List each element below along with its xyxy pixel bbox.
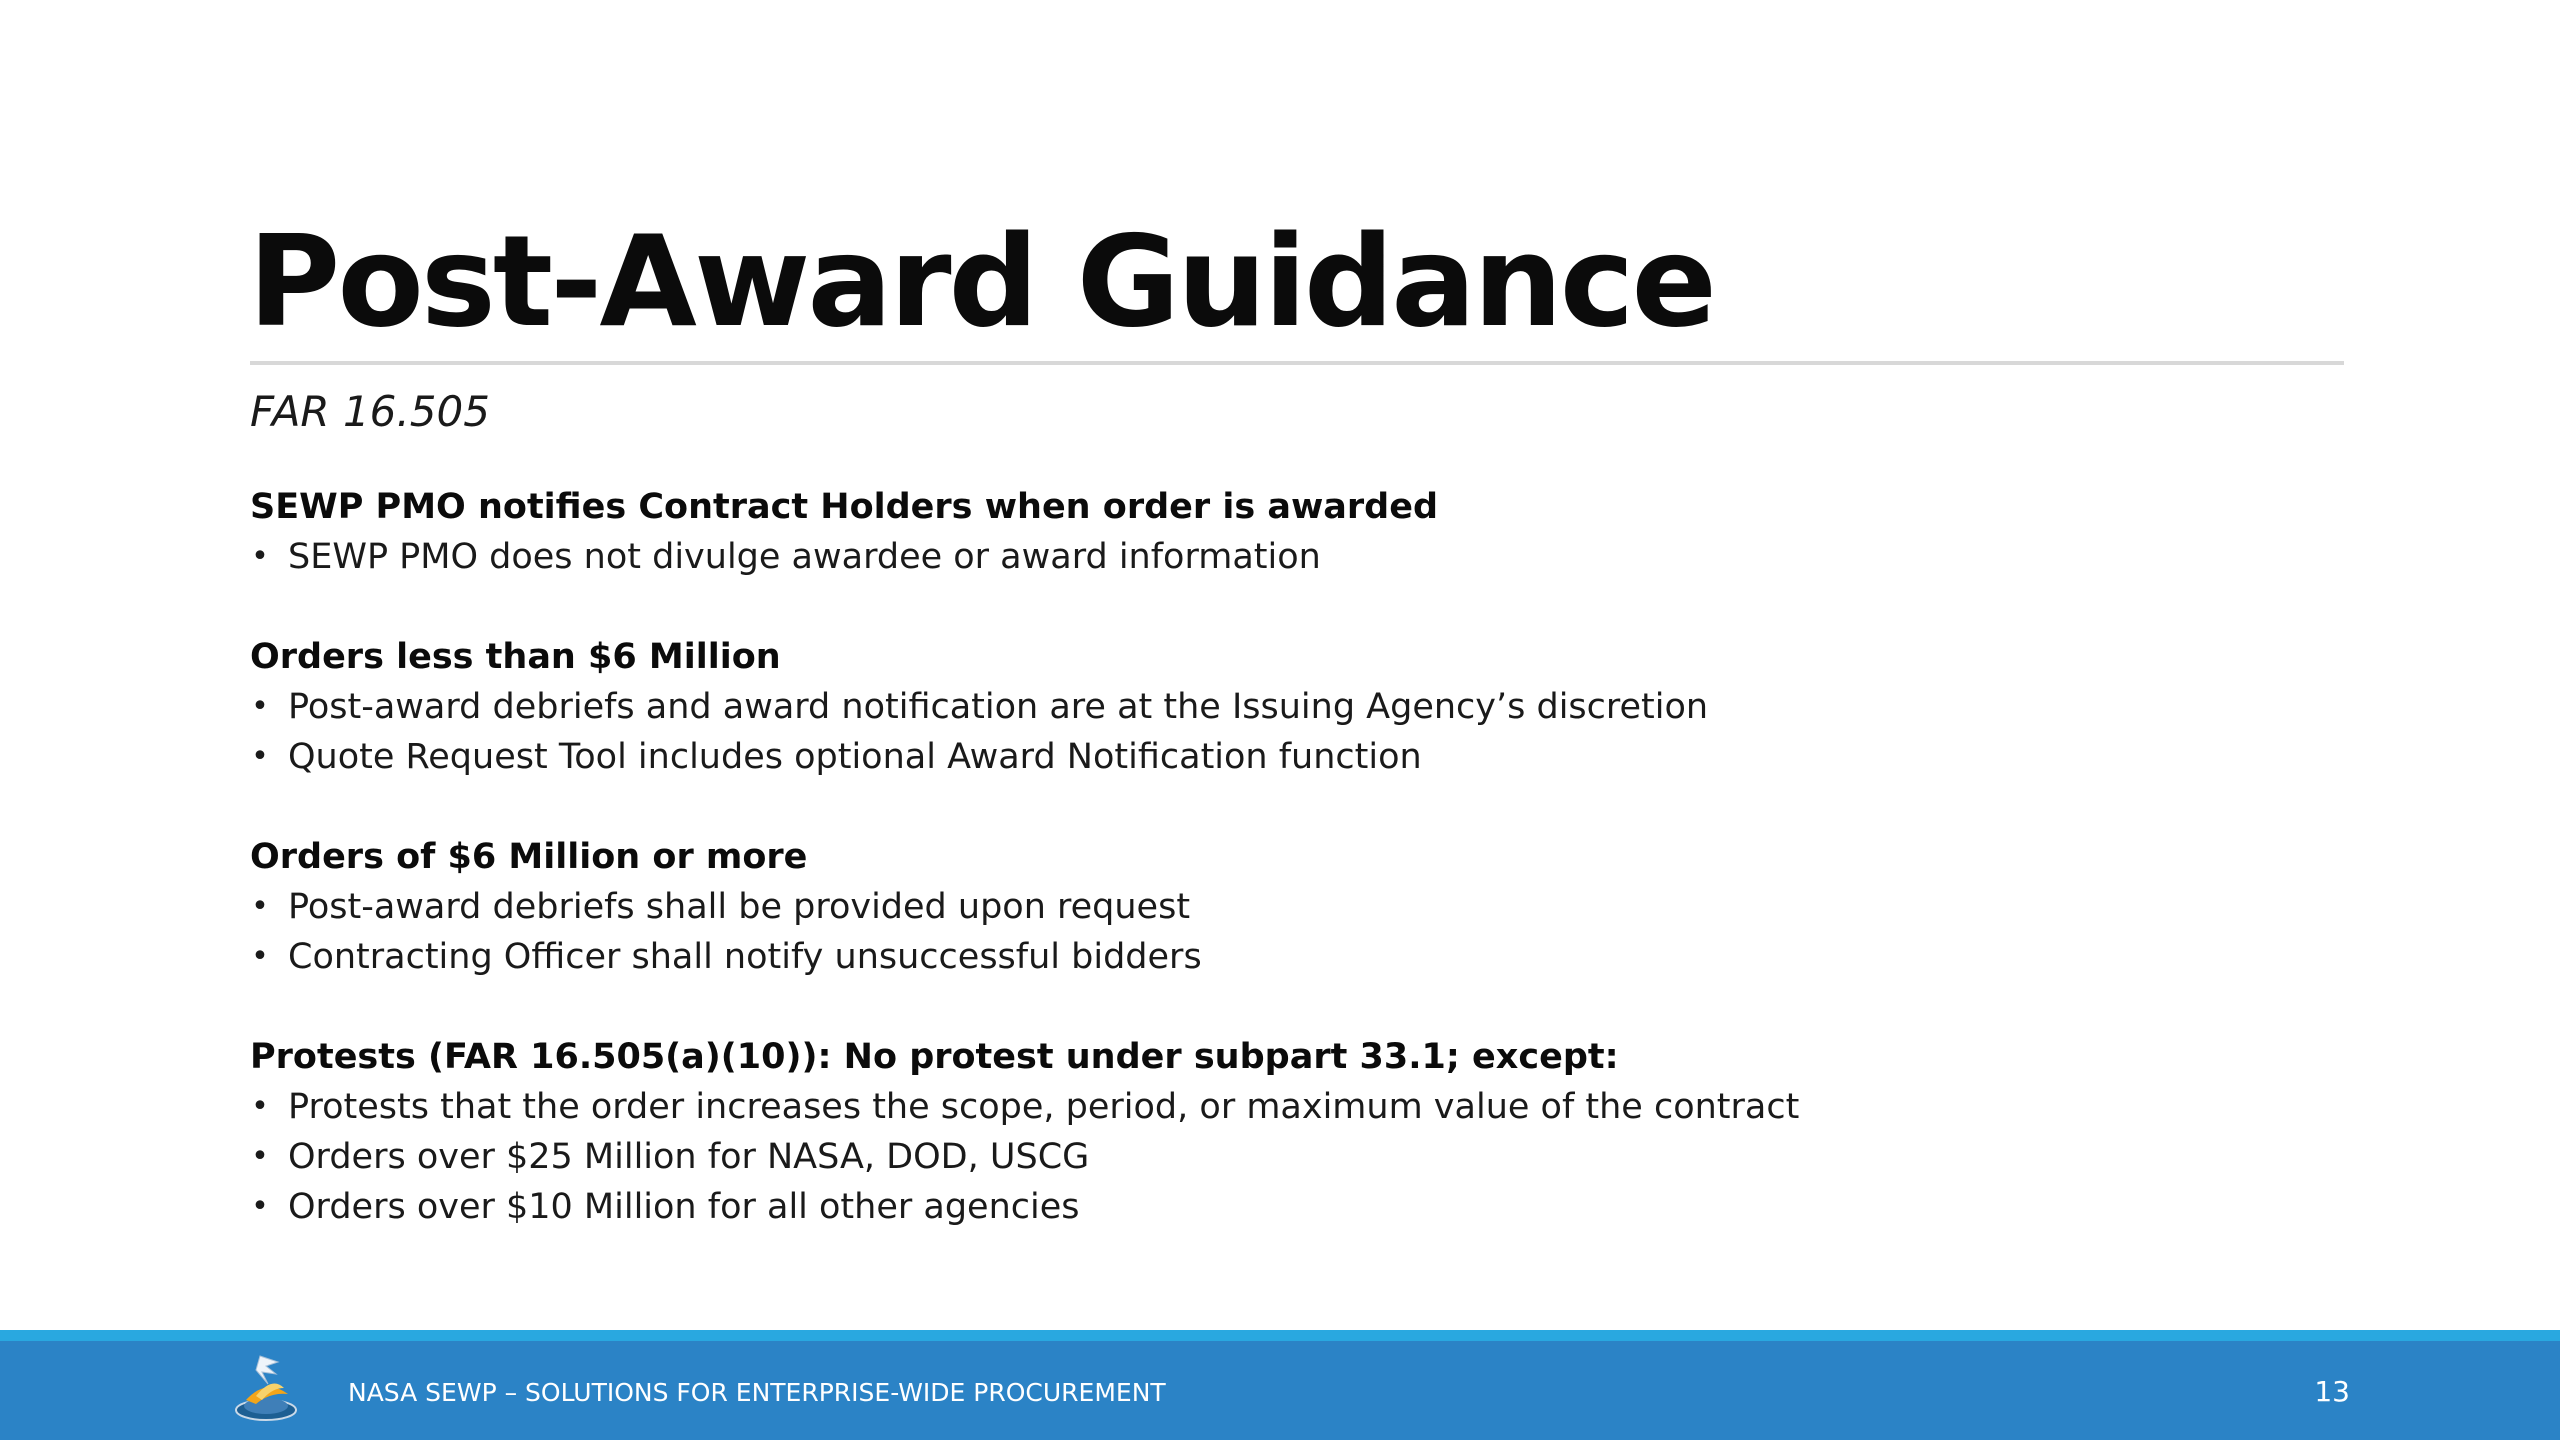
bullet-text: Post-award debriefs and award notification are at the Issuing Agency’s discretion bbox=[288, 687, 1709, 727]
bullet-item bbox=[250, 532, 2200, 582]
bullet-icon: • bbox=[251, 739, 269, 774]
bullet-text: Orders over $10 Million for all other agencies bbox=[288, 1187, 1080, 1227]
bullet-text: SEWP PMO does not divulge awardee or award information bbox=[288, 537, 1321, 577]
section-heading: Orders of $6 Million or more bbox=[250, 837, 808, 877]
bullet-icon: • bbox=[251, 539, 269, 574]
section-protests bbox=[250, 1032, 2200, 1232]
footer-title: NASA SEWP – SOLUTIONS FOR ENTERPRISE-WIDE PROCUREMENT bbox=[348, 1378, 1166, 1407]
slide-content bbox=[250, 482, 2200, 1282]
bullet-item bbox=[250, 732, 2200, 782]
bullet-list bbox=[250, 882, 2200, 982]
section-heading: SEWP PMO notifies Contract Holders when order is awarded bbox=[250, 487, 1439, 527]
sewp-logo-icon bbox=[226, 1348, 306, 1428]
bullet-icon: • bbox=[251, 939, 269, 974]
page-number: 13 bbox=[2314, 1375, 2350, 1408]
title-divider bbox=[250, 361, 2344, 365]
bullet-item bbox=[250, 932, 2200, 982]
slide-subtitle: FAR 16.505 bbox=[250, 387, 490, 436]
section-heading: Protests (FAR 16.505(a)(10)): No protest under subpart 33.1; except: bbox=[250, 1037, 1619, 1077]
bullet-icon: • bbox=[251, 1089, 269, 1124]
bullet-icon: • bbox=[251, 689, 269, 724]
bullet-item bbox=[250, 1182, 2200, 1232]
bullet-text: Contracting Officer shall notify unsuccessful bidders bbox=[288, 937, 1202, 977]
slide-title: Post-Award Guidance bbox=[248, 208, 1714, 355]
bullet-text: Quote Request Tool includes optional Award Notification function bbox=[288, 737, 1422, 777]
bullet-list bbox=[250, 682, 2200, 782]
bullet-item bbox=[250, 682, 2200, 732]
section-contract-holders bbox=[250, 482, 2200, 582]
bullet-text: Post-award debriefs shall be provided upon request bbox=[288, 887, 1191, 927]
bullet-item bbox=[250, 1082, 2200, 1132]
bullet-text: Orders over $25 Million for NASA, DOD, USCG bbox=[288, 1137, 1090, 1177]
bullet-text: Protests that the order increases the scope, period, or maximum value of the contract bbox=[288, 1087, 1800, 1127]
bullet-list bbox=[250, 1082, 2200, 1232]
bullet-list bbox=[250, 532, 2200, 582]
bullet-icon: • bbox=[251, 1189, 269, 1224]
bullet-icon: • bbox=[251, 889, 269, 924]
footer-accent-stripe bbox=[0, 1330, 2560, 1341]
section-heading: Orders less than $6 Million bbox=[250, 637, 781, 677]
bullet-item bbox=[250, 882, 2200, 932]
section-orders-under-6m bbox=[250, 632, 2200, 782]
bullet-item bbox=[250, 1132, 2200, 1182]
bullet-icon: • bbox=[251, 1139, 269, 1174]
section-orders-6m-or-more bbox=[250, 832, 2200, 982]
